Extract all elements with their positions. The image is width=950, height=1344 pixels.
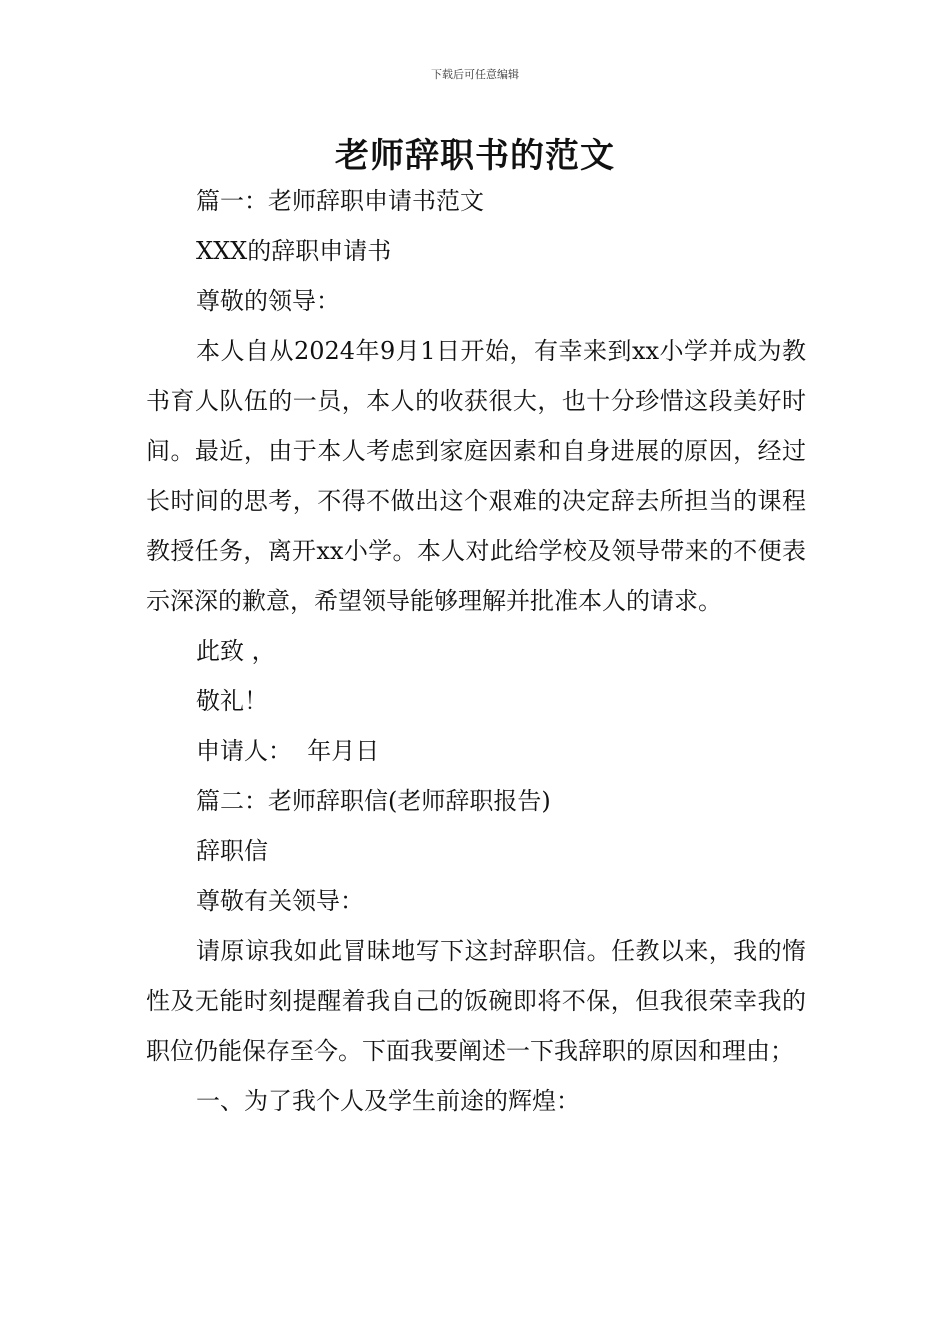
- section1-closing-line2: 敬礼！: [196, 687, 268, 715]
- section2-point-1: 一、为了我个人及学生前途的辉煌：: [196, 1087, 580, 1115]
- section1-heading: 篇一：老师辞职申请书范文: [196, 187, 484, 215]
- section1-body-paragraph: 本人自从2024年9月1日开始，有幸来到xx小学并成为教书育人队伍的一员，本人的收获很大，也十分珍惜这段美好时间。最近，由于本人考虑到家庭因素和自身进展的原因，经过长时间的思考，不得不做出这个艰难的决定辞去所担当的课程教授任务，离开xx小学。本人对此给学校及领导带来的不便表示深深的歉意，希望领导能够理解并批准本人的请求。: [146, 337, 806, 615]
- section1-subtitle: XXX的辞职申请书: [196, 237, 392, 265]
- section1-closing-line1: 此致 ，: [196, 637, 276, 665]
- section2-subtitle: 辞职信: [196, 837, 268, 865]
- document-title: 老师辞职书的范文: [335, 136, 615, 176]
- section1-signature: 申请人： 年月日: [196, 737, 380, 765]
- section2-body-paragraph: 请原谅我如此冒昧地写下这封辞职信。任教以来，我的惰性及无能时刻提醒着我自己的饭碗即将不保，但我很荣幸我的职位仍能保存至今。下面我要阐述一下我辞职的原因和理由；: [146, 937, 806, 1065]
- page-header-note: 下载后可任意编辑: [431, 68, 519, 81]
- document-body: [146, 176, 806, 1126]
- section2-heading: 篇二：老师辞职信(老师辞职报告): [196, 787, 551, 815]
- section2-salutation: 尊敬有关领导：: [196, 887, 364, 915]
- section1-salutation: 尊敬的领导：: [196, 287, 340, 315]
